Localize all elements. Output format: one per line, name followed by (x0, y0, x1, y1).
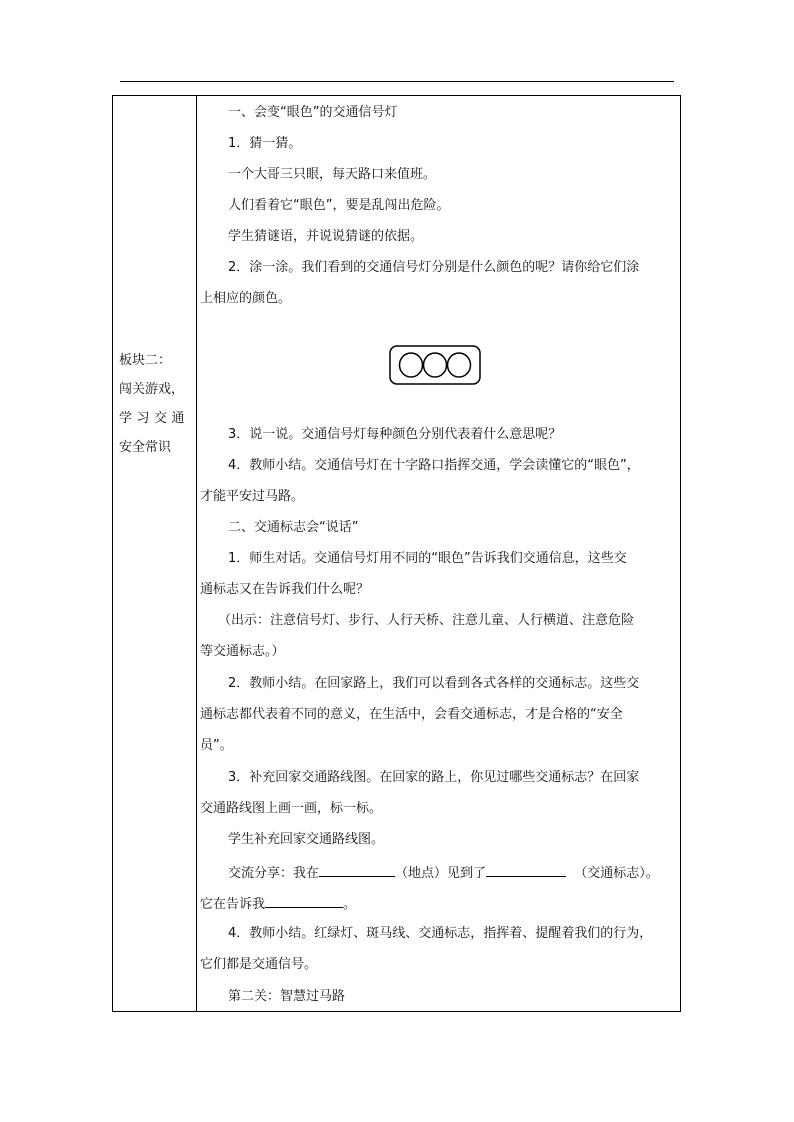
text-line: 通标志又在告诉我们什么呢？ (200, 582, 370, 597)
module-line: 板块二： (119, 353, 172, 368)
text-line: 它们都是交通信号。 (200, 957, 318, 972)
text-line: 学生补充回家交通路线图。 (228, 832, 385, 847)
light-circle-right[interactable] (448, 353, 471, 377)
text-line: 3．说一说。交通信号灯每种颜色分别代表着什么意思呢？ (228, 427, 562, 442)
text-line: 一个大哥三只眼，每天路口来值班。 (228, 167, 437, 182)
text-line: 才能平安过马路。 (200, 489, 305, 504)
header-rule (120, 81, 674, 82)
text-line: 等交通标志。） (200, 644, 285, 659)
text-line: 2．涂一涂。我们看到的交通信号灯分别是什么颜色的呢？请你给它们涂 (228, 260, 640, 275)
blank-location[interactable] (319, 864, 395, 877)
text-line: 4．教师小结。红绿灯、斑马线、交通标志，指挥着、提醒着我们的行为， (228, 926, 653, 941)
fill-in-line: 它在告诉我 。 (200, 897, 357, 912)
text-line: 2．教师小结。在回家路上，我们可以看到各式各样的交通标志。这些交 (228, 676, 640, 691)
column-divider (196, 96, 197, 1011)
text-line: 上相应的颜色。 (200, 291, 292, 306)
text-line: 1．猜一猜。 (228, 136, 302, 151)
text-line: 通标志都代表着不同的意义，在生活中，会看交通标志，才是合格的“安全 (200, 707, 623, 722)
text-line: 交通路线图上画一画，标一标。 (200, 801, 383, 816)
blank-traffic-sign[interactable] (486, 864, 566, 877)
text-line: 员”。 (200, 738, 233, 753)
module-cell (119, 346, 193, 462)
text-line: 学生猜谜语，并说说猜谜的依据。 (228, 229, 424, 244)
fill-in-line: 交流分享：我在 （地点）见到了 （交通标志）。 (228, 866, 659, 881)
text-line: 1．师生对话。交通信号灯用不同的“眼色”告诉我们交通信息，这些交 (228, 551, 627, 566)
lesson-table (112, 95, 681, 1012)
light-circle-middle[interactable] (424, 353, 447, 377)
text-line: （出示：注意信号灯、步行、人行天桥、注意儿童、人行横道、注意危险 (218, 613, 635, 628)
text-line: 4．教师小结。交通信号灯在十字路口指挥交通，学会读懂它的“眼色”， (228, 458, 640, 473)
section-heading: 二、交通标志会“说话” (228, 520, 359, 535)
module-line: 闯关游戏， (119, 382, 185, 397)
section-heading: 一、会变“眼色”的交通信号灯 (228, 105, 398, 120)
module-line: 安全常识 (119, 440, 172, 455)
module-line: 学习交通 (119, 411, 190, 426)
text-line: 人们看着它“眼色”，要是乱闯出危险。 (228, 198, 450, 213)
text-line: 3．补充回家交通路线图。在回家的路上，你见过哪些交通标志？在回家 (228, 770, 640, 785)
section-heading: 第二关：智慧过马路 (228, 989, 346, 1004)
traffic-light-frame (390, 346, 480, 384)
blank-meaning[interactable] (265, 895, 343, 908)
light-circle-left[interactable] (400, 353, 423, 377)
traffic-light-icon[interactable] (389, 345, 481, 385)
